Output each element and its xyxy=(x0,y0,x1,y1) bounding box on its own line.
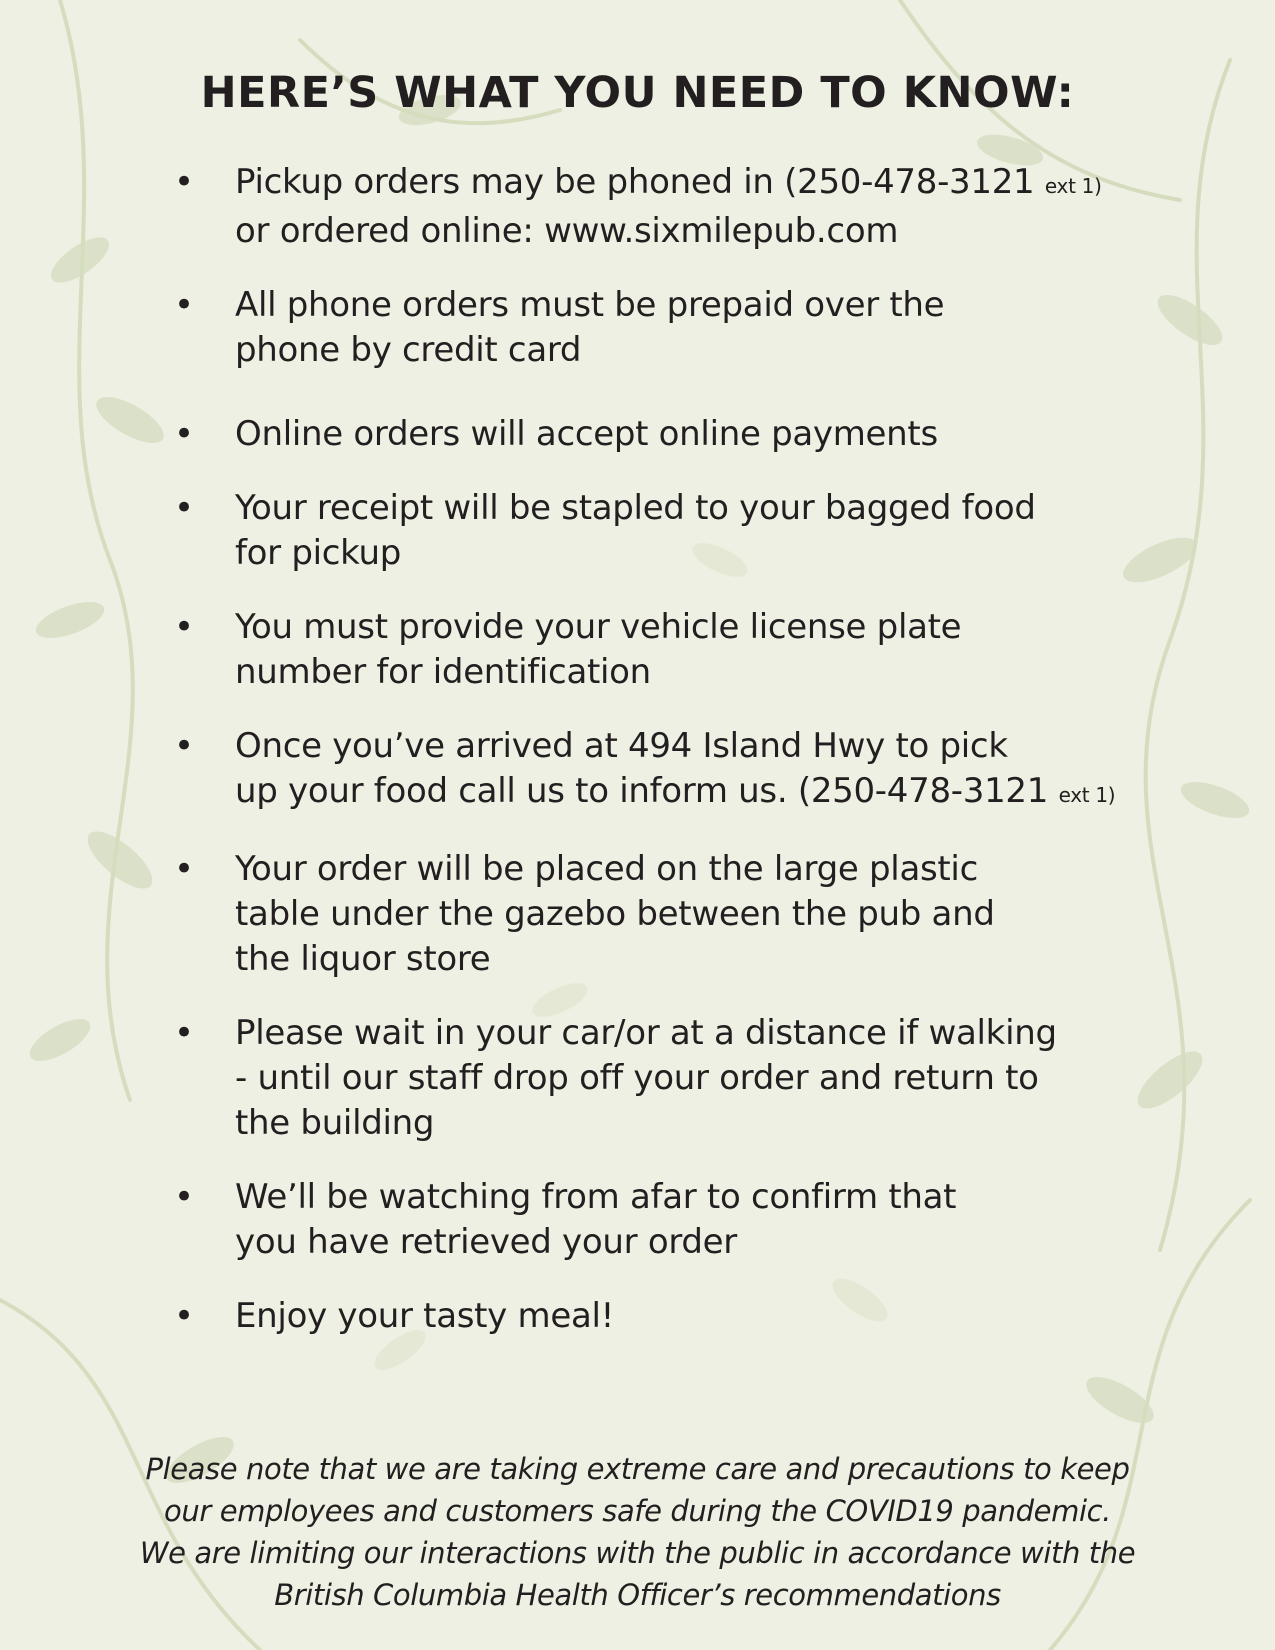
item-text: Please wait in your car/or at a distance if walking xyxy=(235,1013,1057,1053)
item-line xyxy=(235,160,1145,209)
page-title: HERE’S WHAT YOU NEED TO KNOW: xyxy=(200,68,1075,118)
item-text: Pickup orders may be phoned in (250-478-3121 xyxy=(235,162,1035,202)
bullet-icon: • xyxy=(174,1177,194,1217)
list-item xyxy=(165,1294,1145,1339)
item-text: up your food call us to inform us. (250-478-3121 xyxy=(235,771,1049,811)
list-item xyxy=(165,724,1145,818)
item-text: number for identification xyxy=(235,652,651,692)
item-text: you have retrieved your order xyxy=(235,1222,737,1262)
bullet-icon: • xyxy=(174,285,194,325)
list-item xyxy=(165,412,1145,457)
list-item xyxy=(165,1011,1145,1146)
item-text: Online orders will accept online payments xyxy=(235,414,938,454)
phone-extension: ext 1) xyxy=(1058,783,1116,807)
notice-line: British Columbia Health Officer’s recommendations xyxy=(274,1578,1001,1612)
item-text: Enjoy your tasty meal! xyxy=(235,1296,614,1336)
list-item xyxy=(165,847,1145,982)
covid-notice xyxy=(60,1448,1215,1616)
bullet-icon: • xyxy=(174,607,194,647)
list-item xyxy=(165,283,1145,373)
item-text: Once you’ve arrived at 494 Island Hwy to pick xyxy=(235,726,1008,766)
item-text: You must provide your vehicle license plate xyxy=(235,607,962,647)
bullet-icon: • xyxy=(174,726,194,766)
list-item xyxy=(165,605,1145,695)
bullet-icon: • xyxy=(174,414,194,454)
list-item xyxy=(165,486,1145,576)
item-text: the building xyxy=(235,1103,435,1143)
item-text: Your receipt will be stapled to your bagged food xyxy=(235,488,1036,528)
item-text: phone by credit card xyxy=(235,330,582,370)
bullet-icon: • xyxy=(174,162,194,202)
item-text: table under the gazebo between the pub and xyxy=(235,894,995,934)
item-text: All phone orders must be prepaid over the xyxy=(235,285,945,325)
bullet-icon: • xyxy=(174,488,194,528)
instructions-list xyxy=(165,160,1145,1368)
list-item xyxy=(165,160,1145,254)
list-item xyxy=(165,1175,1145,1265)
phone-extension: ext 1) xyxy=(1044,174,1102,198)
item-line xyxy=(235,769,1145,818)
item-text: for pickup xyxy=(235,533,402,573)
item-text: Your order will be placed on the large plastic xyxy=(235,849,978,889)
bullet-icon: • xyxy=(174,1013,194,1053)
item-text: We’ll be watching from afar to confirm that xyxy=(235,1177,957,1217)
item-text: or ordered online: www.sixmilepub.com xyxy=(235,211,899,251)
notice-line: We are limiting our interactions with the public in accordance with the xyxy=(139,1536,1136,1570)
notice-line: Please note that we are taking extreme care and precautions to keep xyxy=(145,1452,1130,1486)
item-text: - until our staff drop off your order and return to xyxy=(235,1058,1039,1098)
item-text: the liquor store xyxy=(235,939,491,979)
bullet-icon: • xyxy=(174,849,194,889)
notice-line: our employees and customers safe during the COVID19 pandemic. xyxy=(164,1494,1111,1528)
bullet-icon: • xyxy=(174,1296,194,1336)
